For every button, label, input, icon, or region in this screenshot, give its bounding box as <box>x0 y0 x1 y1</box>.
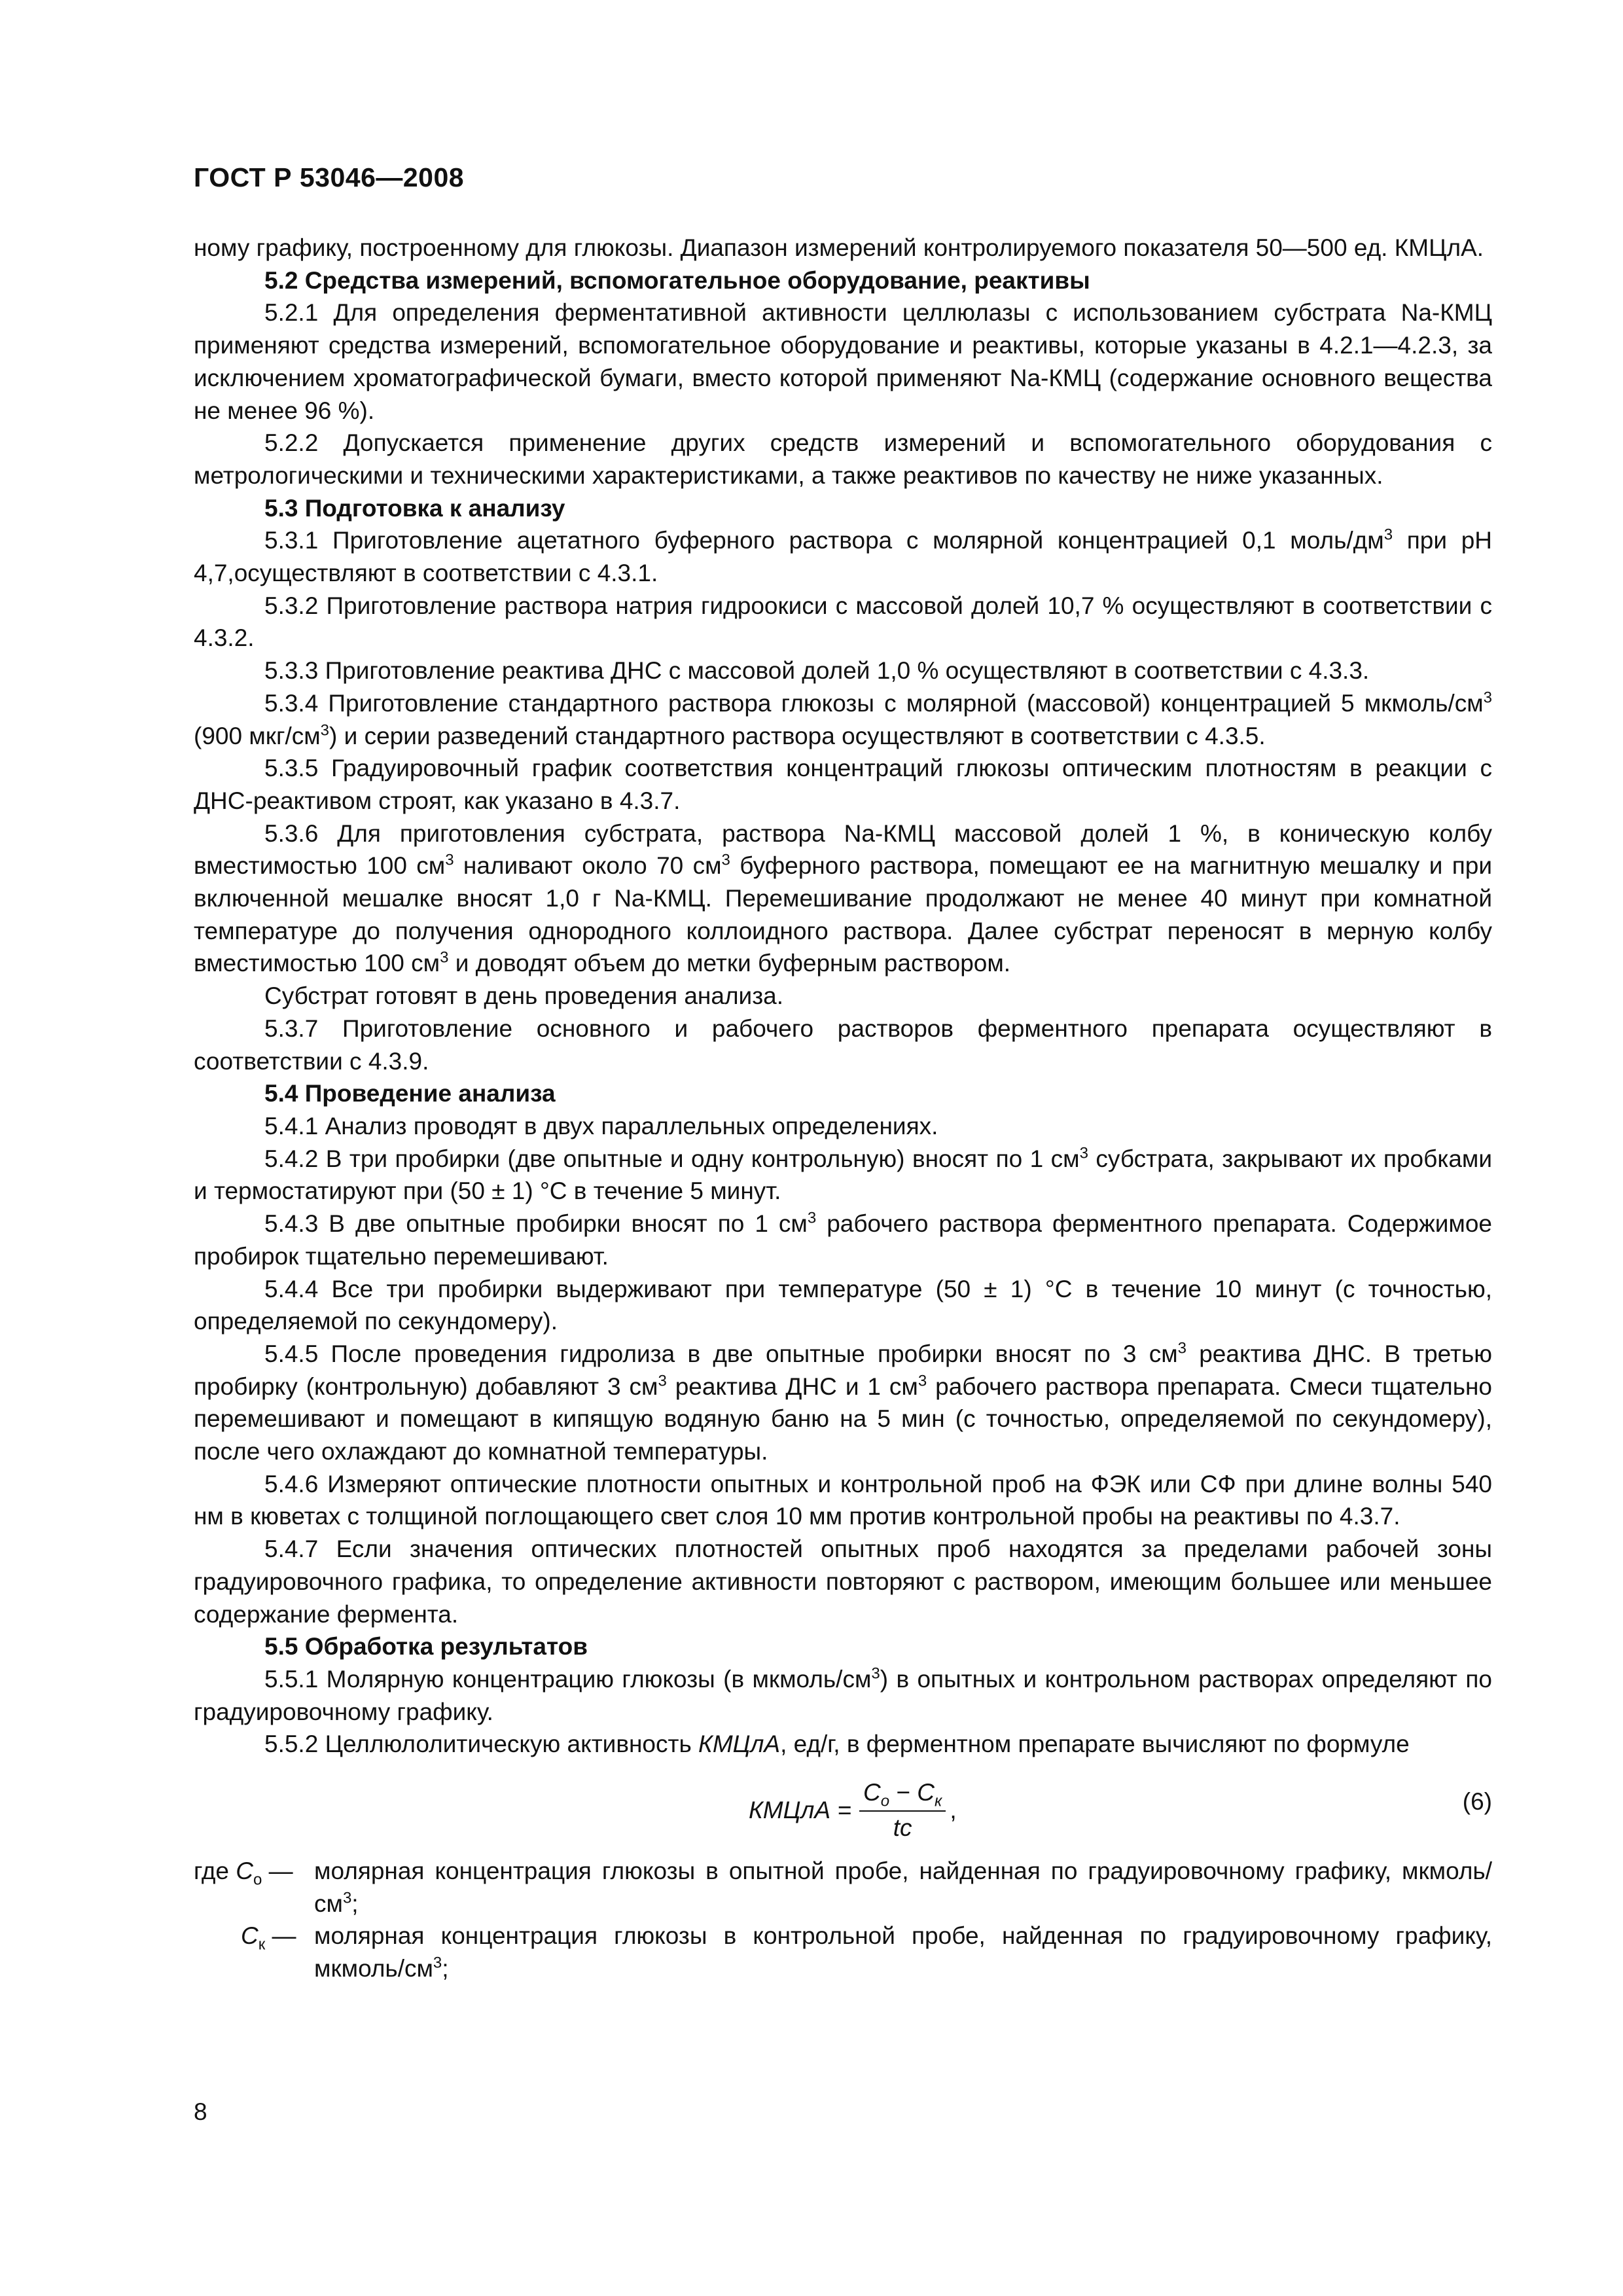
legend-text-co: молярная концентрация глюкозы в опытной пробе, найденная по градуировочному графику, мкмоль/$см^3$; <box>314 1857 1492 1917</box>
formula-number: (6) <box>1462 1788 1492 1816</box>
section-heading-5-5: 5.5 Обработка результатов <box>264 1633 588 1660</box>
paragraph-continuation: ному графику, построенному для глюкозы. Диапазон измерений контролируемого показателя 50—500 ед. КМЦлА. <box>194 234 1484 261</box>
page-number: 8 <box>194 2098 207 2125</box>
paragraph-5-3-7: 5.3.7 Приготовление основного и рабочего растворов ферментного препарата осуществляют в соответствии с 4.3.9. <box>194 1014 1492 1075</box>
section-heading-5-4: 5.4 Проведение анализа <box>264 1080 556 1107</box>
paragraph-5-4-1: 5.4.1 Анализ проводят в двух параллельных определениях. <box>264 1112 938 1139</box>
paragraph-5-2-2: 5.2.2 Допускается применение других средств измерений и вспомогательного оборудования с метрологическими и техническими характеристиками, а также реактивов по качеству не ниже указанных. <box>194 429 1492 489</box>
paragraph-5-3-6: 5.3.6 Для приготовления субстрата, раствора Na-КМЦ массовой долей 1 %, в коническую колбу вместимостью 100 $см^3$ наливают около 70 $см^3$ буферного раствора, помещают ее на магнитную мешалку и при включенной мешалке вносят 1,0 г Na-КМЦ. Перемешивание продолжают не менее 40 минут при комнатной температуре до получения однородного коллоидного раствора. Далее субстрат переносят в мерную колбу вместимостью 100 $см^3$ и доводят объем до метки буферным раствором. <box>194 819 1492 977</box>
paragraph-5-4-7: 5.4.7 Если значения оптических плотностей опытных проб находятся за пределами рабочей зоны градуировочного графика, то определение активности повторяют с раствором, имеющим большее или меньшее содержание фермента. <box>194 1535 1492 1628</box>
formula-legend <box>194 1855 1492 1985</box>
section-heading-5-2: 5.2 Средства измерений, вспомогательное оборудование, реактивы <box>264 266 1090 294</box>
paragraph-substrate-note: Субстрат готовят в день проведения анализа. <box>264 982 784 1010</box>
formula-6 <box>194 1766 1492 1850</box>
formula-comma: , <box>950 1797 957 1824</box>
legend-row-ck <box>194 1920 1492 1984</box>
legend-row-co <box>194 1855 1492 1920</box>
formula-lhs: КМЦлА = <box>749 1797 851 1824</box>
paragraph-5-3-5: 5.3.5 Градуировочный график соответствия концентраций глюкозы оптическим плотностям в реакции с ДНС-реактивом строят, как указано в 4.3.7. <box>194 755 1492 814</box>
legend-text-ck: молярная концентрация глюкозы в контрольной пробе, найденная по градуировочному графику, мкмоль/$см^3$; <box>314 1922 1492 1982</box>
formula-denominator: tc <box>893 1814 912 1842</box>
section-heading-5-3: 5.3 Подготовка к анализу <box>264 494 565 522</box>
formula-fraction <box>859 1778 946 1843</box>
paragraph-5-4-2: 5.4.2 В три пробирки (две опытные и одну контрольную) вносят по 1 $см^3$ субстрата, закрывают их пробками и термостатируют при (50 ± 1) °С в течение 5 минут. <box>194 1144 1492 1205</box>
paragraph-5-4-3: 5.4.3 В две опытные пробирки вносят по 1 $см^3$ рабочего раствора ферментного препарата. Содержимое пробирок тщательно перемешивают. <box>194 1209 1493 1270</box>
paragraph-5-2-1: 5.2.1 Для определения ферментативной активности целлюлазы с использованием субстрата Na-КМЦ применяют средства измерений, вспомогательное оборудование и реактивы, которые указаны в 4.2.1—4.2.3, за исключением хроматографической бумаги, вместо которой применяют Na-КМЦ (содержание основного вещества не менее 96 %). <box>194 299 1492 424</box>
paragraph-5-3-1: 5.3.1 Приготовление ацетатного буферного раствора с молярной концентрацией 0,1 моль/$дм^3$ при pH 4,7,осуществляют в соответствии с 4.3.1. <box>194 526 1493 587</box>
paragraph-5-4-5: 5.4.5 После проведения гидролиза в две опытные пробирки вносят по 3 $см^3$ реактива ДНС. В третью пробирку (контрольную) добавляют 3 $см^3$ реактива ДНС и 1 $см^3$ рабочего раствора препарата. Смеси тщательно перемешивают и помещают в кипящую водяную баню на 5 мин (с точностью, определяемой по секундомеру), после чего охлаждают до комнатной температуры. <box>194 1339 1492 1465</box>
paragraph-5-3-4: 5.3.4 Приготовление стандартного раствора глюкозы с молярной (массовой) концентрацией 5 мкмоль/$см^3$ (900 мкг/$см^3$) и серии разведений стандартного раствора осуществляют в соответствии с 4.3.5. <box>194 689 1492 749</box>
page-header-doc-id: ГОСТ Р 53046—2008 <box>194 162 465 192</box>
legend-symbol-co: где $C_о$ — <box>194 1857 293 1889</box>
paragraph-5-4-4: 5.4.4 Все три пробирки выдерживают при температуре (50 ± 1) °С в течение 10 минут (с точностью, определяемой по секундомеру). <box>194 1275 1492 1335</box>
formula-numerator: $C_о - C_к$ <box>859 1778 946 1812</box>
legend-symbol-ck: $C_к$ — <box>241 1922 296 1954</box>
paragraph-5-3-3: 5.3.3 Приготовление реактива ДНС с массовой долей 1,0 % осуществляют в соответствии с 4.3.3. <box>264 657 1370 685</box>
paragraph-5-5-2: 5.5.2 Целлюлолитическую активность КМЦлА, ед/г, в ферментном препарате вычисляют по формуле <box>264 1731 1410 1758</box>
paragraph-5-3-2: 5.3.2 Приготовление раствора натрия гидроокиси с массовой долей 10,7 % осуществляют в соответствии с 4.3.2. <box>194 592 1492 652</box>
document-body <box>194 232 1492 1985</box>
paragraph-5-4-6: 5.4.6 Измеряют оптические плотности опытных и контрольной проб на ФЭК или СФ при длине волны 540 нм в кюветах с толщиной поглощающего свет слоя 10 мм против контрольной пробы на реактивы по 4.3.7. <box>194 1470 1492 1530</box>
paragraph-5-5-1: 5.5.1 Молярную концентрацию глюкозы (в мкмоль/$см^3$) в опытных и контрольном растворах определяют по градуировочному графику. <box>194 1664 1492 1725</box>
formula-expression <box>749 1778 957 1843</box>
